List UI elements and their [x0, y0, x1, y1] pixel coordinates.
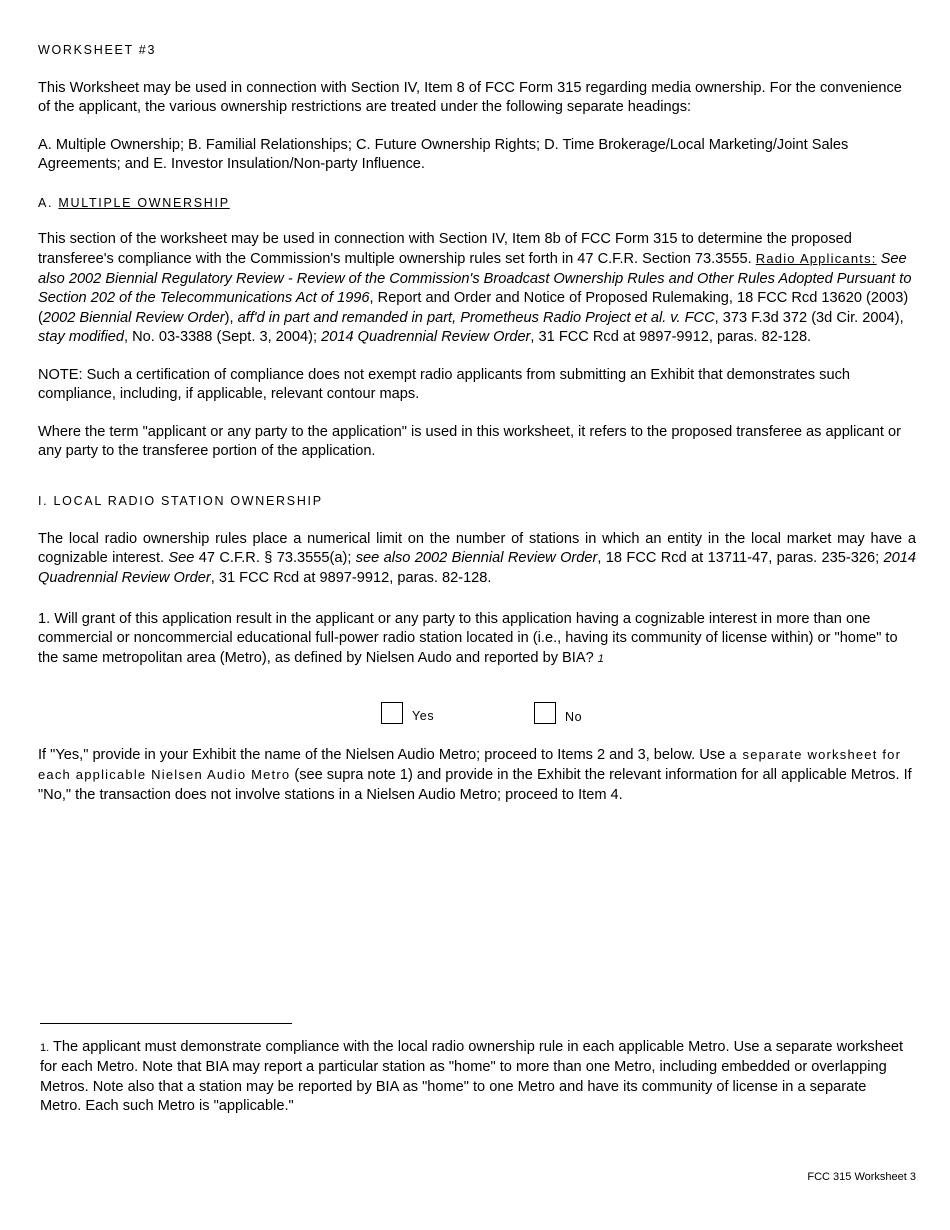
footnote-divider — [40, 1023, 292, 1024]
text-run: , No. 03-3388 (Sept. 3, 2004); — [123, 329, 322, 346]
footnote-ref: 1 — [597, 652, 604, 665]
question-1 — [38, 610, 916, 669]
worksheet-title: WORKSHEET #3 — [38, 43, 157, 57]
text-run: ), — [224, 309, 238, 326]
text-run: The local radio ownership rules place a numerical limit on the number of stations in which an entity in the local market may have a cognizable interest. — [38, 531, 916, 567]
text-run: 47 C.F.R. § 73.3555(a); — [194, 550, 356, 567]
text-run: If "Yes," provide in your Exhibit the name of the Nielsen Audio Metro; proceed to Items 2 and 3, below. Use — [38, 747, 730, 763]
yes-checkbox[interactable] — [381, 702, 403, 724]
multiple-ownership-paragraph — [38, 230, 916, 347]
intro-paragraph: This Worksheet may be used in connection with Section IV, Item 8 of FCC Form 315 regarding media ownership. For the convenience of the applicant, the various ownership restrictions are treated under the following separate headings: — [38, 80, 902, 116]
citation-italic: 2014 Quadrennial Review Order — [38, 550, 916, 586]
text-run: , Report and Order and Notice of Proposed Rulemaking, 18 FCC Rcd 13620 (2003) ( — [38, 290, 909, 326]
text-run: (see supra note 1) and provide in the Exhibit the relevant information for all applicable Metros. If "No," the transaction does not involve stations in a Nielsen Audio Metro; proceed to Item 4. — [38, 767, 912, 803]
text-run: , 31 FCC Rcd at 9897-9912, paras. 82-128. — [210, 569, 492, 586]
section-a-heading — [38, 194, 916, 213]
no-label: No — [565, 710, 583, 724]
text-run: , 373 F.3d 372 (3d Cir. 2004), — [714, 309, 904, 326]
no-checkbox[interactable] — [534, 702, 556, 724]
citation-italic: stay modified — [38, 329, 124, 346]
local-ownership-paragraph — [38, 530, 916, 588]
section-1-heading: I. LOCAL RADIO STATION OWNERSHIP — [38, 494, 323, 508]
citation-italic: See — [168, 550, 195, 567]
section-a-title: MULTIPLE OWNERSHIP — [58, 196, 230, 210]
yes-label: Yes — [412, 709, 435, 723]
term-paragraph: Where the term "applicant or any party to the application" is used in this worksheet, it refers to the proposed transferee as applicant or any party to the transferee portion of the application. — [38, 424, 901, 460]
text-run: , 18 FCC Rcd at 13711-47, paras. 235-326; — [597, 550, 884, 567]
separate-worksheet-instruction: a separate worksheet for each applicable Nielsen Audio Metro — [38, 747, 902, 783]
citation-italic: 2014 Quadrennial Review Order — [321, 329, 531, 346]
radio-applicants-label: Radio Applicants: — [755, 251, 877, 267]
citation-italic: see also 2002 Biennial Review Order — [355, 550, 598, 567]
if-yes-paragraph — [38, 745, 916, 805]
text-run: , 31 FCC Rcd at 9897-9912, paras. 82-128. — [530, 329, 812, 346]
citation-italic: 2002 Biennial Review Order — [42, 309, 225, 326]
page-footer: FCC 315 Worksheet 3 — [807, 1171, 916, 1183]
citation-italic: aff'd in part and remanded in part, Prometheus Radio Project et al. v. FCC — [237, 309, 715, 326]
footnote-text: The applicant must demonstrate compliance with the local radio ownership rule in each applicable Metro. Use a separate worksheet for each Metro. Note that BIA may report a particular station as "home" to more than one Metro, including embedded or overlapping Metros. Note also that a station may be reported by BIA as "home" to one Metro and have its community of license in a separate Metro. Each such Metro is "applicable." — [40, 1039, 904, 1115]
footnote-1 — [40, 1038, 910, 1117]
question-1-text: 1. Will grant of this application result in the applicant or any party to this application having a cognizable interest in more than one commercial or noncommercial educational full-power radio station located in (i.e., having its community of license within) or "home" to the same metropolitan area (Metro), as defined by Nielsen Audo and reported by BIA? — [38, 611, 898, 666]
headings-list: A. Multiple Ownership; B. Familial Relationships; C. Future Ownership Rights; D. Time Brokerage/Local Marketing/Joint Sales Agreements; and E. Investor Insulation/Non-party Influence. — [38, 137, 849, 173]
note-paragraph: NOTE: Such a certification of compliance does not exempt radio applicants from submitting an Exhibit that demonstrates such compliance, including, if applicable, relevant contour maps. — [38, 367, 850, 403]
footnote-mark: 1. — [40, 1042, 50, 1054]
citation-italic: See also 2002 Biennial Regulatory Review - Review of the Commission's Broadcast Ownership Rules and Other Rules Adopted Pursuant to Section 202 of the Telecommunications Act of 1996 — [38, 251, 912, 307]
text-run: This section of the worksheet may be used in connection with Section IV, Item 8b of FCC Form 315 to determine the proposed transferee's compliance with the Commission's multiple ownership rules set forth in 47 C.F.R. Section 73.3555. — [38, 231, 852, 268]
section-a-prefix: A. — [38, 196, 59, 210]
